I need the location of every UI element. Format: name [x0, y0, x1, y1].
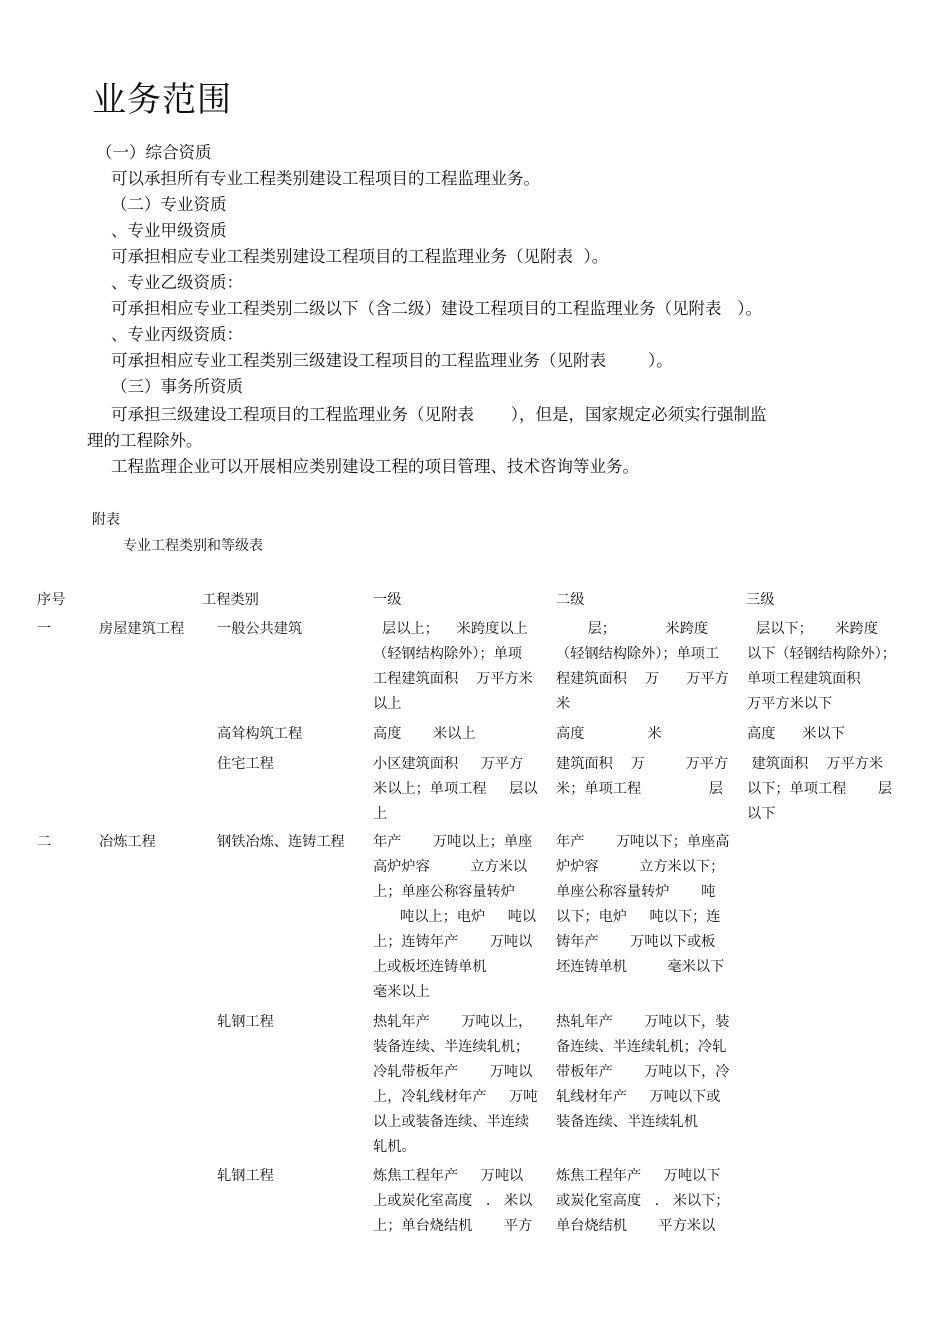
section-heading: （三）事务所资质 [111, 377, 243, 396]
row-l2-text: 程建筑面积 万 万平方 [556, 671, 729, 687]
row-l2-text: 以下；电炉 吨以下；连 [556, 909, 721, 925]
row-l2-text: 炉炉容 立方米以下； [556, 859, 725, 875]
row-l3-text: 以下；单项工程 层 [747, 781, 893, 797]
subsection-heading: 、专业甲级资质 [111, 221, 227, 240]
section-heading: （二）专业资质 [111, 195, 227, 214]
row-l2-text: 高度 米 [556, 726, 662, 742]
row-l1-text: 冷轧带板年产 万吨以 [373, 1064, 533, 1080]
row-l3-text: 建筑面积 万平方米 [747, 756, 884, 772]
row-l1-text: 以上或装备连续、半连续 [373, 1114, 530, 1130]
row-l1-text: 热轧年产 万吨以上， [373, 1014, 533, 1030]
paragraph: 可承担三级建设工程项目的工程监理业务（见附表 ），但是，国家规定必须实行强制监 [111, 405, 767, 424]
appendix-label: 附表 [92, 512, 120, 528]
row-l1-text: 层以上； 米跨度以上 [373, 621, 528, 637]
subsection-heading: 、专业乙级资质： [111, 273, 243, 292]
row-l2-text: （轻钢结构除外）；单项工 [556, 646, 720, 662]
row-l1-text: 高度 米以上 [373, 726, 476, 742]
row-l1-text: 上或炭化室高度 . 米以 [373, 1193, 533, 1209]
row-l1-text: 上；连铸年产 万吨以 [373, 934, 533, 950]
header-category: 工程类别 [202, 592, 259, 608]
paragraph: 可承担相应专业工程类别建设工程项目的工程监理业务（见附表 ）。 [111, 247, 609, 266]
row-l1-text: 毫米以上 [373, 984, 430, 1000]
header-level-2: 二级 [556, 592, 585, 608]
row-l1-text: 上；单座公称容量转炉 [373, 884, 515, 900]
row-l3-text: 以下 [747, 806, 776, 822]
row-l2-text: 带板年产 万吨以下，冷 [556, 1064, 730, 1080]
row-l2-text: 坯连铸单机 毫米以下 [556, 959, 725, 975]
row-l2-text: 装备连续、半连续轧机 [556, 1114, 698, 1130]
row-l1-text: 上 [373, 806, 388, 822]
header-level-3: 三级 [746, 592, 775, 608]
row-l2-text: 备连续、半连续轧机；冷轧 [556, 1039, 727, 1055]
row-l2-text: 热轧年产 万吨以下，装 [556, 1014, 730, 1030]
row-l1-text: 轧机。 [373, 1139, 416, 1155]
row-l1-text: 上，冷轧线材年产 万吨 [373, 1089, 538, 1105]
row-l2-text: 或炭化室高度 . 米以下； [556, 1193, 730, 1209]
row-l2-text: 轧线材年产 万吨以下或 [556, 1089, 721, 1105]
row-l1-text: 装备连续、半连续轧机； [373, 1039, 530, 1055]
row-l3-text: 单项工程建筑面积 [747, 671, 861, 687]
row-subcategory: 高耸构筑工程 [217, 726, 303, 742]
row-l1-text: 以上 [373, 696, 402, 712]
row-category: 冶炼工程 [99, 834, 156, 850]
row-subcategory: 轧钢工程 [217, 1168, 274, 1184]
row-l1-text: 炼焦工程年产 万吨以 [373, 1168, 524, 1184]
row-l2-text: 铸年产 万吨以下或板 [556, 934, 716, 950]
row-category: 房屋建筑工程 [99, 621, 185, 637]
row-l2-text: 米；单项工程 层 [556, 781, 723, 797]
header-index: 序号 [37, 592, 66, 608]
row-l1-text: 上或板坯连铸单机 [373, 959, 487, 975]
row-l1-text: 上；单台烧结机 平方 [373, 1218, 533, 1234]
section-heading: （一）综合资质 [96, 143, 212, 162]
row-l1-text: 工程建筑面积 万平方米 [373, 671, 533, 687]
row-index: 一 [37, 621, 52, 637]
row-l3-text: 层以下； 米跨度 [747, 621, 878, 637]
page-title: 业务范围 [92, 80, 232, 120]
row-l3-text: 以下（轻钢结构除外）； [747, 646, 896, 662]
row-subcategory: 轧钢工程 [217, 1014, 274, 1030]
header-level-1: 一级 [373, 592, 402, 608]
row-subcategory: 住宅工程 [217, 756, 274, 772]
row-index: 二 [37, 834, 52, 850]
row-l1-text: （轻钢结构除外）；单项 [373, 646, 522, 662]
row-subcategory: 钢铁冶炼、连铸工程 [217, 834, 345, 850]
row-l1-text: 高炉炉容 立方米以 [373, 859, 528, 875]
row-l1-text: 米以上；单项工程 层以 [373, 781, 538, 797]
row-subcategory: 一般公共建筑 [217, 621, 303, 637]
subsection-heading: 、专业丙级资质： [111, 325, 243, 344]
row-l1-text: 年产 万吨以上；单座 [373, 834, 533, 850]
row-l3-text: 高度 米以下 [747, 726, 845, 742]
row-l2-text: 年产 万吨以下；单座高 [556, 834, 730, 850]
paragraph: 可以承担所有专业工程类别建设工程项目的工程监理业务。 [111, 169, 540, 188]
row-l2-text: 米 [556, 696, 571, 712]
row-l2-text: 层； 米跨度 [556, 621, 709, 637]
table-caption: 专业工程类别和等级表 [123, 538, 263, 554]
row-l2-text: 建筑面积 万 万平方 [556, 756, 729, 772]
row-l3-text: 万平方米以下 [747, 696, 833, 712]
paragraph: 可承担相应专业工程类别二级以下（含二级）建设工程项目的工程监理业务（见附表 ）。 [111, 299, 762, 318]
paragraph: 理的工程除外。 [87, 431, 203, 450]
paragraph: 工程监理企业可以开展相应类别建设工程的项目管理、技术咨询等业务。 [111, 457, 639, 476]
row-l2-text: 单台烧结机 平方米以 [556, 1218, 716, 1234]
row-l2-text: 炼焦工程年产 万吨以下 [556, 1168, 721, 1184]
row-l2-text: 单座公称容量转炉 吨 [556, 884, 716, 900]
row-l1-text: 吨以上；电炉 吨以 [373, 909, 537, 925]
paragraph: 可承担相应专业工程类别三级建设工程项目的工程监理业务（见附表 ）。 [111, 351, 673, 370]
row-l1-text: 小区建筑面积 万平方 [373, 756, 524, 772]
